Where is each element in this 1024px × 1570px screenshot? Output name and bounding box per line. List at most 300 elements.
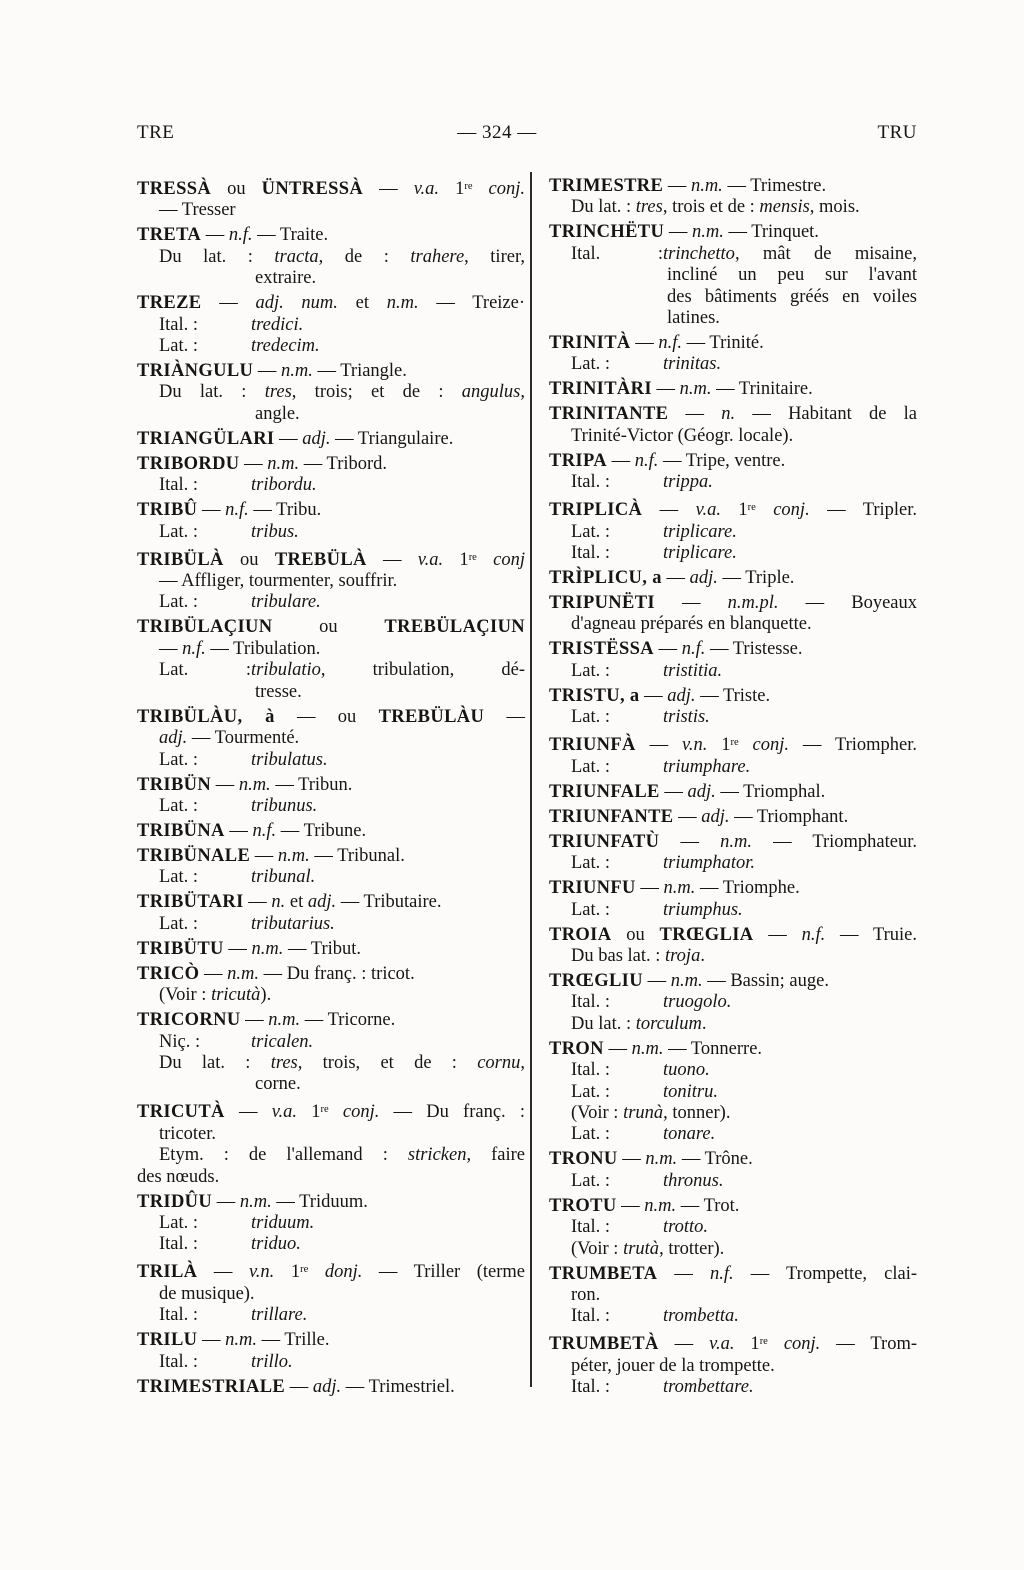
entry-line — [549, 853, 917, 874]
entry-line — [137, 821, 525, 842]
dictionary-entry — [137, 429, 525, 450]
text-run: ron. — [571, 1284, 601, 1305]
headword: TRIBORDU — [137, 453, 240, 474]
entry-line — [549, 472, 917, 493]
entry-line — [549, 782, 917, 803]
dictionary-entry — [549, 971, 917, 1035]
text-run: — Tribord. — [299, 453, 388, 474]
text-run: — — [668, 404, 722, 425]
entry-line — [137, 571, 525, 592]
text-run: — Tribu. — [248, 500, 322, 521]
text-run: , tonner). — [663, 1102, 731, 1123]
dictionary-entry — [549, 1196, 917, 1260]
dictionary-entry — [137, 293, 525, 357]
italic-term: thronus. — [663, 1170, 724, 1191]
italic-term: trutà — [623, 1238, 660, 1259]
text-run: , tribulation, dé- — [320, 660, 525, 681]
text-run: — Trône. — [677, 1149, 753, 1170]
superscript: re — [730, 737, 739, 749]
text-run: — Triangulaire. — [330, 428, 454, 449]
text-run: — Tourmenté. — [187, 728, 300, 749]
dictionary-entry — [137, 775, 525, 818]
text-run: tricoter. — [159, 1123, 217, 1144]
text-run — [739, 735, 753, 755]
language-label: Ital. : — [159, 475, 199, 496]
entry-line — [137, 522, 525, 543]
text-run: — Trot. — [676, 1195, 740, 1216]
italic-term: trombetta. — [663, 1306, 739, 1327]
language-label: Ital. : — [571, 1306, 611, 1327]
entry-line — [137, 1032, 525, 1053]
text-run: , trois, et de : — [297, 1052, 478, 1073]
italic-term: n.m. — [690, 176, 723, 196]
entry-line — [137, 639, 525, 660]
entry-line — [137, 176, 525, 200]
dictionary-entry — [549, 379, 917, 400]
headword: TRISTU, a — [549, 685, 640, 706]
language-label: Lat. : — [159, 749, 199, 770]
text-run: 1 — [734, 1334, 760, 1355]
entry-line — [137, 846, 525, 867]
text-run: 1 — [707, 735, 731, 756]
language-label: Lat. : — [159, 795, 199, 816]
text-run: — — [664, 222, 692, 243]
entry-line — [549, 971, 917, 992]
entry-line — [137, 964, 525, 985]
entry-line — [137, 1305, 525, 1326]
text-run: — — [239, 453, 268, 474]
text-run: — — [616, 1195, 645, 1216]
dictionary-entry — [137, 547, 525, 614]
text-run: corne. — [255, 1074, 301, 1095]
italic-term: n.m. — [631, 1038, 664, 1059]
italic-term: n.m. — [720, 831, 752, 852]
entry-line — [549, 333, 917, 354]
language-label: Ital. : — [159, 1305, 199, 1326]
text-run: — Tricorne. — [300, 1010, 396, 1031]
text-run: et — [285, 892, 308, 913]
text-run — [473, 179, 489, 199]
entry-line — [549, 354, 917, 375]
language-label: Ital. : — [571, 1377, 611, 1398]
entry-line — [137, 454, 525, 475]
text-run: — — [673, 806, 702, 827]
running-head-right-guide-word: TRU — [877, 122, 917, 143]
entry-line — [549, 661, 917, 682]
entry-line — [137, 225, 525, 246]
text-run: — — [197, 1262, 249, 1283]
entry-line — [549, 451, 917, 472]
text-run: 1 — [720, 500, 748, 521]
headword: TRIÀNGULU — [137, 361, 254, 382]
headword: TRILU — [137, 1330, 198, 1351]
text-run: tresse. — [255, 681, 302, 702]
text-run: — Triomphal. — [715, 781, 826, 802]
text-run: — — [753, 924, 802, 945]
text-run: — — [223, 938, 252, 959]
headword: TRIBÜTARI — [137, 892, 244, 913]
entry-line — [137, 914, 525, 935]
text-run: péter, jouer de la trompette. — [571, 1355, 775, 1376]
text-run: — — [366, 549, 418, 570]
text-run: — — [484, 706, 526, 727]
italic-term: n.m. — [386, 293, 419, 314]
headword: TRIBÜN — [137, 774, 212, 795]
entry-line — [137, 1284, 525, 1305]
headword: TRETA — [137, 225, 202, 246]
italic-term: adj. — [159, 728, 188, 749]
text-run: — — [658, 1334, 710, 1355]
text-run: — — [654, 593, 728, 614]
italic-term: angulus — [461, 382, 521, 403]
entry-line — [549, 1377, 917, 1398]
text-run: , faire — [466, 1145, 525, 1166]
page-number: — 324 — — [457, 122, 537, 143]
italic-term: adj. — [312, 1376, 342, 1397]
text-run: des bâtiments gréés en voiles — [667, 286, 917, 307]
italic-term: conj. — [773, 500, 810, 521]
text-run: — — [630, 333, 659, 354]
headword: TRESSÀ — [137, 179, 212, 199]
text-run: — — [635, 878, 664, 899]
entry-line — [137, 592, 525, 613]
entry-line — [549, 197, 917, 218]
text-run: , — [520, 1052, 526, 1073]
italic-term: tribulare. — [251, 592, 321, 613]
language-label: Lat. : — [159, 1212, 199, 1233]
text-run: — — [651, 379, 680, 400]
italic-term: stricken — [407, 1145, 467, 1166]
entry-line — [137, 1010, 525, 1031]
text-run: 1 — [297, 1102, 321, 1123]
text-run: Trinité-Victor (Géogr. locale). — [571, 425, 794, 446]
text-run: — Tribun. — [270, 774, 353, 795]
headword: TREBÜLÀU — [378, 706, 485, 727]
italic-term: tribunal. — [251, 867, 316, 888]
entry-line — [137, 617, 525, 638]
entry-line — [137, 867, 525, 888]
dictionary-entry — [137, 821, 525, 842]
text-run: — Trinitaire. — [711, 379, 813, 400]
text-run: — Tribulation. — [205, 638, 321, 659]
italic-term: n.m. — [239, 1191, 272, 1212]
text-run: — Triste. — [695, 685, 771, 706]
language-label: Lat. : — [571, 707, 611, 728]
italic-term: n.f. — [182, 638, 206, 659]
text-run: — Tributaire. — [336, 892, 442, 913]
language-label: Niç. : — [159, 1031, 201, 1052]
text-run: — Trinité. — [682, 333, 764, 354]
text-run: — Triomphateur. — [751, 831, 917, 852]
headword: TRISTËSSA — [549, 639, 654, 660]
italic-term: trillo. — [251, 1351, 293, 1372]
text-run: — Triompher. — [789, 735, 918, 756]
italic-term: adj. — [701, 806, 730, 827]
entry-line — [137, 1330, 525, 1351]
text-run: Du lat. : — [159, 246, 275, 267]
italic-term: n.f. — [634, 450, 659, 471]
headword: TRIPA — [549, 450, 607, 471]
text-run: des nœuds. — [137, 1166, 220, 1187]
text-run: — — [663, 176, 691, 196]
dictionary-entry — [549, 639, 917, 682]
text-run — [768, 1334, 784, 1354]
text-run — [477, 550, 493, 570]
text-run: — Du franç. : — [379, 1102, 526, 1123]
entry-line — [137, 1213, 525, 1234]
dictionary-entry — [137, 1192, 525, 1256]
text-run: — Du franç. : tricot. — [259, 963, 415, 984]
dictionary-entry — [137, 846, 525, 889]
italic-term: adj. num. — [255, 293, 338, 314]
superscript: re — [747, 502, 756, 514]
dictionary-entry — [137, 939, 525, 960]
text-run: — — [642, 970, 671, 991]
italic-term: n.f. — [801, 924, 826, 945]
italic-term: tribunus. — [251, 795, 318, 816]
headword: TRIMESTRIALE — [137, 1376, 286, 1397]
italic-term: n.m. — [663, 878, 696, 899]
dictionary-entry — [549, 925, 917, 968]
text-run: — — [635, 735, 682, 756]
headword: TRIUNFATÙ — [549, 831, 660, 852]
italic-term: triumphator. — [663, 853, 756, 874]
text-run: — Treize· — [418, 293, 525, 314]
italic-term: triplicare. — [663, 543, 737, 564]
italic-term: tres — [270, 1052, 298, 1073]
entry-line — [137, 1377, 525, 1398]
headword: TRONU — [549, 1149, 618, 1170]
italic-term: triplicare. — [663, 521, 737, 542]
entry-line — [549, 878, 917, 899]
entry-line — [549, 308, 917, 329]
italic-term: adj. — [687, 781, 716, 802]
dictionary-entry — [137, 500, 525, 543]
entry-line — [137, 796, 525, 817]
italic-term: cornu — [477, 1052, 521, 1073]
entry-line — [549, 832, 917, 853]
italic-term: tricutà — [211, 985, 261, 1006]
entry-line — [137, 315, 525, 336]
language-label: Ital. : — [571, 472, 611, 493]
headword: TRIPUNËTI — [549, 593, 655, 614]
language-label: Lat. : — [571, 853, 611, 874]
text-run: — — [197, 1330, 226, 1351]
entry-line — [137, 1099, 525, 1123]
language-label: Lat. : — [159, 336, 199, 357]
dictionary-entry — [549, 404, 917, 447]
entry-line — [137, 707, 525, 728]
italic-term: triumphare. — [663, 756, 751, 777]
text-run: , mât de misaine, — [734, 243, 917, 264]
text-run: — — [201, 293, 256, 314]
entry-line — [549, 946, 917, 967]
entry-line — [137, 382, 525, 403]
language-label: Lat. : — [571, 1124, 611, 1145]
entry-line — [137, 293, 525, 314]
headword: TRIUNFALE — [549, 781, 660, 802]
dictionary-entry — [549, 807, 917, 828]
entry-line — [549, 522, 917, 543]
superscript: re — [300, 1264, 309, 1276]
headword: ÜNTRESSÀ — [261, 179, 364, 199]
dictionary-entry — [137, 964, 525, 1007]
entry-line — [137, 1145, 525, 1166]
text-run: — Tristesse. — [705, 639, 803, 660]
headword: TRIUNFU — [549, 878, 636, 899]
language-label: Ital. : — [159, 1351, 199, 1372]
text-run: — — [253, 361, 281, 382]
italic-term: n.m.pl. — [727, 593, 779, 614]
entry-line — [549, 1103, 917, 1124]
running-head — [137, 122, 917, 146]
headword: TRŒGLIU — [549, 970, 643, 991]
text-run: — — [243, 892, 272, 913]
italic-term: n.m. — [280, 361, 313, 382]
entry-line — [137, 475, 525, 496]
entry-line — [549, 757, 917, 778]
italic-term: tribordu. — [251, 475, 317, 496]
language-label: Ital. : — [571, 1217, 611, 1238]
language-label: Lat. : — [571, 354, 611, 375]
entry-line — [137, 1259, 525, 1283]
entry-line — [549, 925, 917, 946]
italic-term: conj. — [783, 1334, 821, 1355]
entry-line — [137, 268, 525, 289]
headword: TRŒGLIA — [659, 924, 754, 945]
italic-term: n.m. — [267, 453, 300, 474]
text-run — [329, 1102, 343, 1122]
entry-line — [549, 1306, 917, 1327]
entry-line — [137, 682, 525, 703]
text-run: — — [224, 1102, 272, 1123]
entry-line — [549, 543, 917, 564]
language-label: Ital. : — [571, 992, 611, 1013]
entry-line — [549, 593, 917, 614]
headword: TRIBÜLÀ — [137, 549, 224, 570]
entry-line — [137, 1053, 525, 1074]
headword: TRIBÜNA — [137, 820, 225, 841]
headword: TRIBÜNALE — [137, 845, 251, 866]
text-run: Du bas lat. : — [571, 945, 666, 966]
text-run: , trois et de : — [662, 197, 760, 218]
text-run: — Trinquet. — [723, 222, 819, 243]
entry-line — [137, 939, 525, 960]
italic-term: conj. — [752, 735, 790, 756]
text-run: 1 — [443, 549, 469, 570]
text-run: Etym. : de l'allemand : — [159, 1145, 408, 1166]
dictionary-entry — [549, 1149, 917, 1192]
text-run: — Tribunal. — [309, 845, 405, 866]
entry-line — [549, 1239, 917, 1260]
italic-term: triduum. — [251, 1212, 315, 1233]
text-run: de musique). — [159, 1283, 255, 1304]
italic-term: n.f. — [225, 500, 249, 521]
dictionary-entry — [137, 1377, 525, 1398]
entry-line — [549, 639, 917, 660]
entry-line — [549, 287, 917, 308]
headword: TRIBÜLAÇIUN — [137, 617, 273, 638]
text-run: — Trimestriel. — [341, 1376, 455, 1397]
entry-line — [137, 429, 525, 450]
italic-term: tredecim. — [251, 336, 320, 357]
dictionary-entry — [549, 832, 917, 875]
entry-line — [137, 775, 525, 796]
entry-line — [137, 892, 525, 913]
text-run: latines. — [667, 308, 720, 329]
text-run: ou — [611, 924, 660, 945]
dictionary-entry — [137, 225, 525, 289]
italic-term: tribus. — [251, 521, 299, 542]
entry-line — [137, 500, 525, 521]
entry-line — [137, 1167, 525, 1188]
text-run: — Affliger, tourmenter, souffrir. — [159, 571, 398, 592]
language-label: Lat. : — [571, 521, 611, 542]
language-label: Ital. : — [571, 543, 611, 564]
text-run: — Trimestre. — [722, 176, 827, 196]
text-run: Du lat. : — [571, 1013, 636, 1034]
entry-line — [137, 361, 525, 382]
entry-line — [549, 244, 917, 265]
italic-term: n.f. — [681, 639, 706, 660]
text-run: — — [657, 1263, 711, 1284]
text-run: — — [603, 1038, 632, 1059]
italic-term: triduo. — [251, 1234, 301, 1255]
headword: TRÌPLICU, a — [549, 568, 662, 589]
italic-term: n.f. — [228, 225, 253, 246]
left-column — [137, 176, 525, 1402]
entry-line — [137, 1124, 525, 1145]
headword: TREZE — [137, 293, 202, 314]
dictionary-entry — [549, 497, 917, 564]
superscript: re — [320, 1104, 329, 1116]
italic-term: n. — [721, 404, 736, 425]
language-label: Lat. : — [571, 1170, 611, 1191]
dictionary-entry — [137, 707, 525, 771]
italic-term: v.n. — [248, 1262, 275, 1283]
italic-term: v.a. — [417, 549, 444, 570]
dictionary-entry — [549, 1331, 917, 1398]
dictionary-entry — [137, 892, 525, 935]
text-run: — Trom- — [820, 1334, 918, 1355]
dictionary-entry — [137, 1010, 525, 1096]
headword: TRILÀ — [137, 1262, 198, 1283]
text-run: (Voir : — [571, 1102, 624, 1123]
text-run: 1 — [274, 1262, 301, 1283]
superscript: re — [468, 551, 477, 563]
dictionary-entry — [137, 1099, 525, 1188]
text-run: — Tribune. — [276, 820, 367, 841]
text-run: (Voir : — [159, 985, 212, 1006]
text-run: — — [661, 568, 690, 589]
dictionary-entry — [137, 361, 525, 425]
italic-term: n.m. — [679, 379, 712, 400]
italic-term: v.a. — [271, 1102, 298, 1123]
dictionary-entry — [137, 176, 525, 222]
italic-term: n.f. — [252, 820, 277, 841]
entry-line — [549, 1217, 917, 1238]
entry-line — [137, 660, 525, 681]
language-label: Ital. : — [571, 1060, 611, 1081]
text-run: Du lat. : — [571, 197, 636, 218]
italic-term: trillare. — [251, 1305, 308, 1326]
text-run: — Tonnerre. — [663, 1038, 763, 1059]
italic-term: conj — [493, 549, 526, 570]
text-run: — — [606, 450, 635, 471]
headword: TRIBÜLÀU, à — [137, 706, 275, 727]
entry-line — [549, 265, 917, 286]
text-run: d'agneau préparés en blanquette. — [571, 614, 812, 635]
